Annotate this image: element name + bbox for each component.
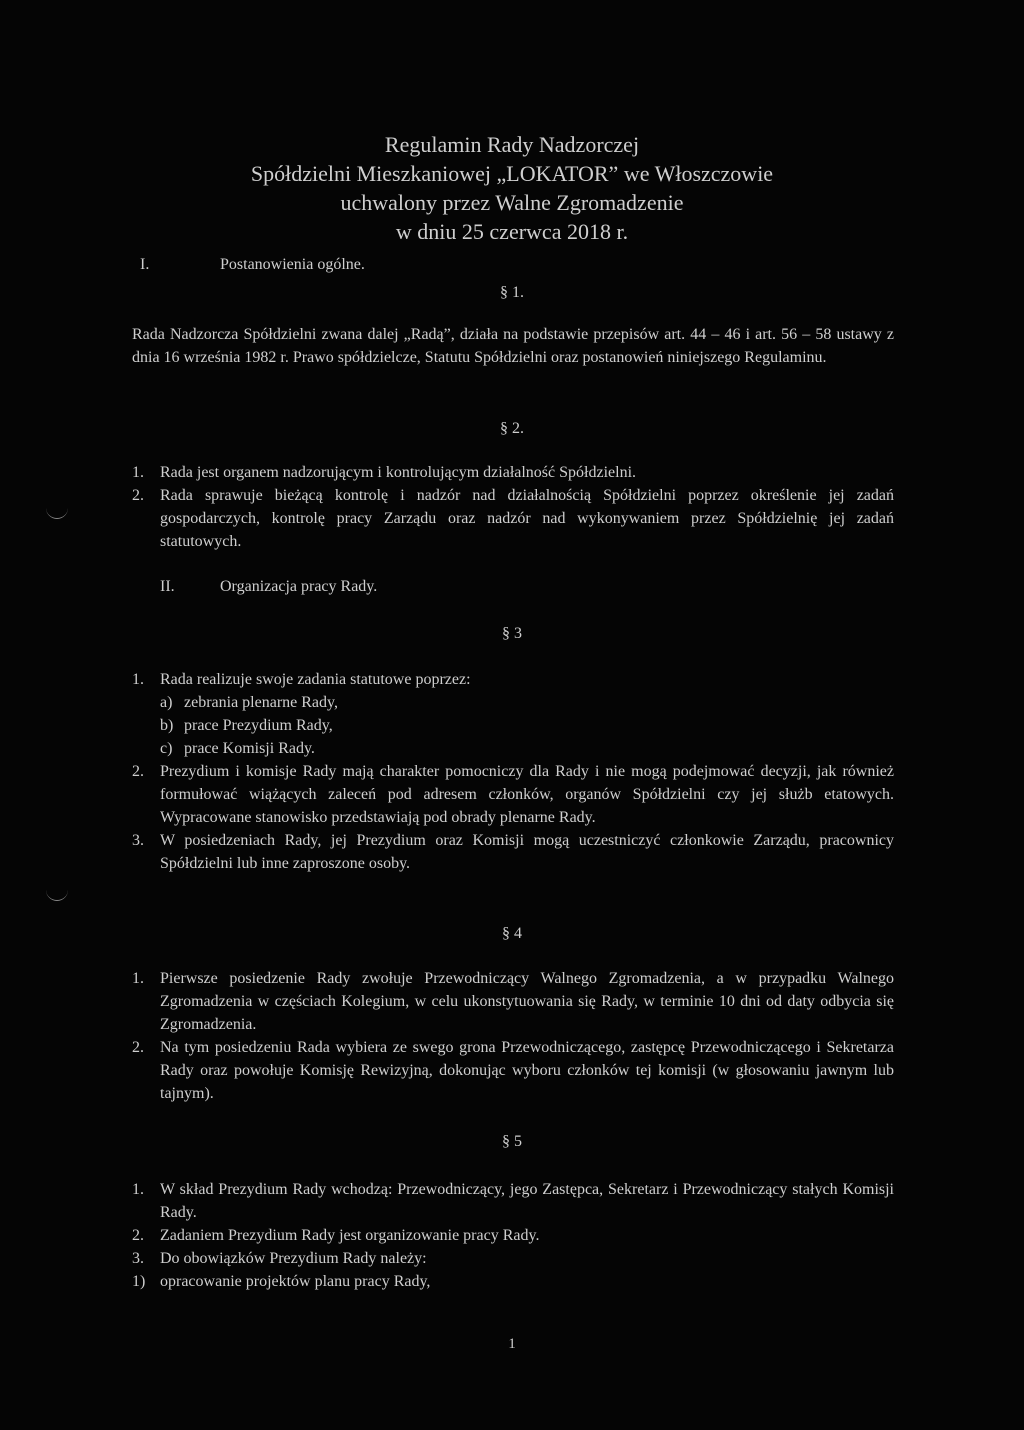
sub-item: [132, 714, 894, 737]
sub-item-text: zebrania plenarne Rady,: [184, 694, 338, 711]
item-text: Na tym posiedzeniu Rada wybiera ze swego grona Przewodniczącego, zastępcę Przewodniczącego i Sekretarza Rady oraz powołuje Komisję Rewizyjną, dokonując wyboru członków tej komisji (w głosowaniu jawnym lub tajnym).: [160, 1039, 894, 1102]
section-number: I.: [140, 256, 150, 273]
item-number: 2.: [132, 1227, 144, 1244]
item-text: Rada realizuje swoje zadania statutowe poprzez:: [160, 671, 471, 688]
list-item: [132, 1224, 894, 1247]
item-number: 1.: [132, 464, 144, 481]
list-item: [132, 1178, 894, 1224]
section-heading-1: [140, 256, 365, 274]
list-item: [132, 1247, 894, 1270]
item-text: opracowanie projektów planu pracy Rady,: [160, 1273, 431, 1290]
list-item: [132, 829, 894, 875]
list-item: [132, 1036, 894, 1105]
paragraph-mark-4: § 4: [502, 925, 522, 942]
list-item: [132, 484, 894, 553]
item-text: Rada sprawuje bieżącą kontrolę i nadzór nad działalnością Spółdzielni poprzez określenie jej zadań gospodarczych, kontrolę pracy Zarządu oraz nadzór nad wykonywaniem przez Spółdzielnię jej zadań statutowych.: [160, 487, 894, 550]
section-title: Postanowienia ogólne.: [220, 256, 365, 273]
list-item: [132, 668, 894, 691]
section-heading-2: [160, 578, 377, 596]
sub-item: [132, 691, 894, 714]
paragraph-3: [132, 668, 894, 875]
paragraph-mark-2: § 2.: [500, 420, 524, 437]
item-text: W skład Prezydium Rady wchodzą: Przewodniczący, jego Zastępca, Sekretarz i Przewodniczący stałych Komisji Rady.: [160, 1181, 894, 1221]
item-number: 1): [132, 1273, 146, 1290]
title-line-4: w dniu 25 czerwca 2018 r.: [395, 219, 629, 244]
list-item: [132, 461, 894, 484]
sub-item-text: prace Prezydium Rady,: [184, 717, 333, 734]
item-text: Pierwsze posiedzenie Rady zwołuje Przewodniczący Walnego Zgromadzenia, a w przypadku Walnego Zgromadzenia w częściach Kolegium, w celu ukonstytuowania się Rady, w terminie 10 dni od daty odbycia się Zgromadzenia.: [160, 970, 894, 1033]
title-line-1: Regulamin Rady Nadzorczej: [384, 132, 640, 157]
paragraph-mark-3: § 3: [502, 625, 522, 642]
item-number: 2.: [132, 763, 144, 780]
item-number: 1.: [132, 970, 144, 987]
item-text: Prezydium i komisje Rady mają charakter pomocniczy dla Rady i nie mogą podejmować decyzji, jak również formułować wiążących zaleceń pod adresem członków, organów Spółdzielni czy jej służb etatowych. Wypracowane stanowisko przedstawiają pod obrady plenarne Rady.: [160, 763, 894, 826]
paragraph-mark-5: § 5: [502, 1133, 522, 1150]
item-number: 1.: [132, 1181, 144, 1198]
paragraph-4: [132, 967, 894, 1105]
section-number: II.: [160, 578, 175, 595]
item-text: Rada jest organem nadzorującym i kontrolującym działalność Spółdzielni.: [160, 464, 637, 481]
paragraph-mark-1: § 1.: [500, 284, 524, 301]
section-title: Organizacja pracy Rady.: [220, 578, 378, 595]
page-number: 1: [508, 1336, 516, 1352]
paragraph-2: [132, 461, 894, 553]
punch-hole-mark: [46, 506, 68, 519]
paragraph-1: [132, 323, 894, 369]
sub-item-letter: a): [160, 694, 173, 711]
paragraph-text: Rada Nadzorcza Spółdzielni zwana dalej „Radą”, działa na podstawie przepisów art. 44 – 46 i art. 56 – 58 ustawy z dnia 16 września 1982 r. Prawo spółdzielcze, Statutu Spółdzielni oraz postanowień niniejszego Regulaminu.: [132, 326, 894, 366]
item-text: Zadaniem Prezydium Rady jest organizowanie pracy Rady.: [160, 1227, 540, 1244]
sub-item-letter: c): [160, 740, 173, 757]
sub-item: [132, 737, 894, 760]
item-number: 2.: [132, 487, 144, 504]
title-line-3: uchwalony przez Walne Zgromadzenie: [340, 190, 684, 215]
item-text: W posiedzeniach Rady, jej Prezydium oraz Komisji mogą uczestniczyć członkowie Zarządu, pracownicy Spółdzielni lub inne zaproszone osoby.: [160, 832, 894, 872]
sub-item-letter: b): [160, 717, 174, 734]
item-number: 2.: [132, 1039, 144, 1056]
list-item: [132, 1270, 894, 1293]
item-text: Do obowiązków Prezydium Rady należy:: [160, 1250, 427, 1267]
document-title: [150, 130, 874, 246]
punch-hole-mark: [46, 888, 68, 901]
title-line-2: Spółdzielni Mieszkaniowej „LOKATOR” we Włoszczowie: [250, 161, 774, 186]
item-number: 3.: [132, 832, 144, 849]
sub-item-text: prace Komisji Rady.: [184, 740, 315, 757]
list-item: [132, 760, 894, 829]
list-item: [132, 967, 894, 1036]
paragraph-5: [132, 1178, 894, 1293]
item-number: 1.: [132, 671, 144, 688]
item-number: 3.: [132, 1250, 144, 1267]
